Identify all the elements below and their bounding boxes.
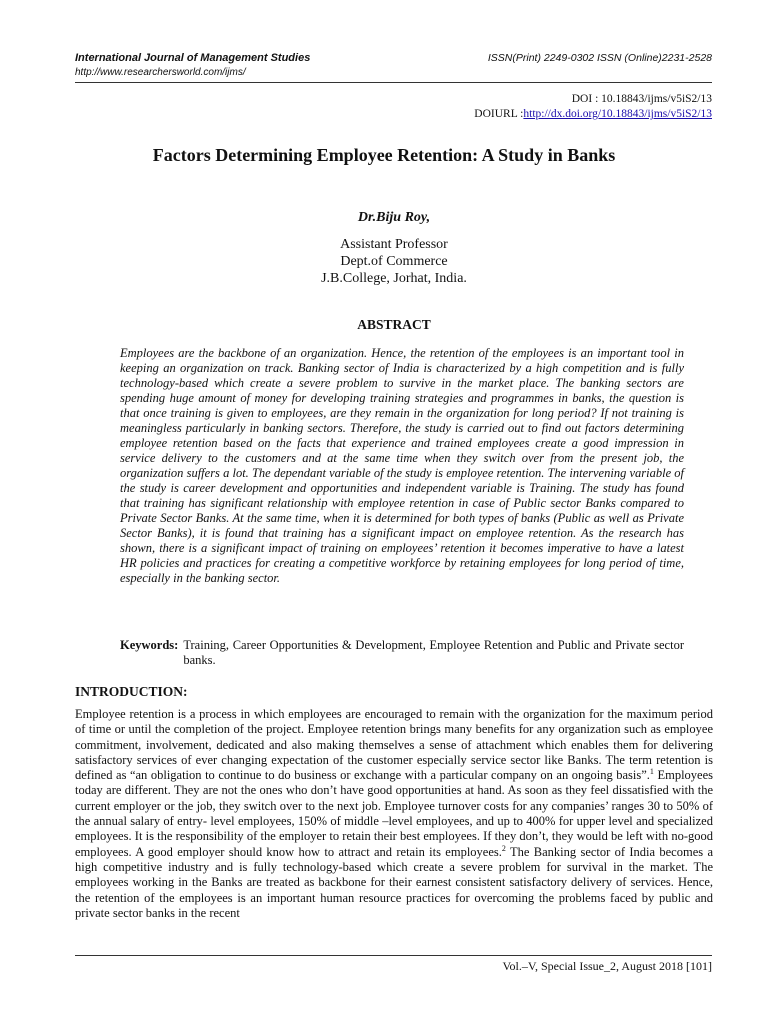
journal-url: http://www.researchersworld.com/ijms/ bbox=[75, 67, 246, 78]
footer-issue-page: Vol.–V, Special Issue_2, August 2018 [101] bbox=[502, 959, 712, 973]
author-block bbox=[0, 209, 768, 287]
author-institution: J.B.College, Jorhat, India. bbox=[321, 271, 467, 286]
abstract-text: Employees are the backbone of an organization. Hence, the retention of the employees is an important tool in keeping an organization on track. Banking sector of India is characterized by a high competition and is fully technology-based which create a severe problem to survive in the market place. The banking sectors are spending huge amount of money for developing training strategies and programmes in banks, the question is that once training is given to employees, are they remain in the organization for long period? If not training is meaningless particularly in banking sectors. Therefore, the study is carried out to find out factors determining employee retention based on the facts that experience and trained employees create a good impression in service delivery to the customers and at the same time when they switch over from the present job, the organization suffers a lot. The dependant variable of the study is employee retention. The intervening variable of the study is career development and opportunities and independent variable is Training. The study has found that training has significant relationship with employee retention in case of Public sector Banks compared to Private Sector Banks. At the same time, when it is determined for both types of banks (Public as well as Private Sector Banks), it is found that training has a significant impact on employee retention. As the research has shown, there is a significant impact of training on employees’ retention it becomes imperative to have a latest HR policies and practices for creating a competitive workforce by retaining employees for long period of time, especially in the banking sector. bbox=[120, 346, 684, 585]
footnote-ref-1: 1 bbox=[649, 767, 654, 777]
doi-text: DOI : 10.18843/ijms/v5iS2/13 bbox=[571, 93, 712, 105]
intro-text-part3: The Banking sector of India becomes a high competitive industry and is fully technology-based which create a severe problem for survival in the market. The employees working in the Banks are treated as backbone for their earnest consistent satisfactory delivery of services. Hence, the retention of the employees is an important human resource practices for overcoming the problems faced by public and private sector banks in the recent bbox=[75, 844, 713, 920]
keywords-value: Training, Career Opportunities & Development, Employee Retention and Public and Private sector banks. bbox=[183, 638, 684, 667]
author-position: Assistant Professor bbox=[340, 237, 448, 252]
footnote-ref-2: 2 bbox=[501, 843, 506, 853]
abstract-heading: ABSTRACT bbox=[357, 317, 431, 332]
header-divider bbox=[75, 82, 712, 83]
keywords-label: Keywords: bbox=[120, 638, 179, 652]
keywords bbox=[120, 638, 684, 668]
introduction-text bbox=[75, 707, 713, 939]
author-department: Dept.of Commerce bbox=[340, 254, 448, 269]
journal-issn: ISSN(Print) 2249-0302 ISSN (Online)2231-2528 bbox=[487, 52, 712, 64]
doiurl-label: DOIURL : bbox=[474, 108, 524, 120]
footer-divider bbox=[75, 955, 712, 956]
intro-text-part1: Employee retention is a process in which employees are encouraged to remain with the organization for the maximum period of time or until the completion of the project. Employee retention brings many benefits for any organization such as employee commitment, involvement, dedicated and also making themselves a sense of attachment which enables them for delivering satisfactory services of ever changing expectation of the customer especially service sector like Banks. The term retention is defined as “an obligation to continue to do business or exchange with a particular company on an ongoing basis”. bbox=[75, 707, 713, 783]
doiurl-link[interactable]: http://dx.doi.org/10.18843/ijms/v5iS2/13 bbox=[523, 108, 712, 120]
paper-title: Factors Determining Employee Retention: A Study in Banks bbox=[152, 145, 616, 165]
intro-text-part2: Employees today are different. They are not the ones who don’t have good opportunities at hand. As soon as they feel dissatisfied with the current employer or the job, they switch over to the next job. Employee turnover costs for any companies’ ranges 30 to 50% of the annual salary of entry- level employees, 150% of middle –level employees, and up to 400% for upper level and specialized employees. It is the responsibility of the employer to retain their best employees. If they don’t, they would be left with no-good employees. A good employer should know how to attract and retain its employees. bbox=[75, 768, 713, 859]
author-name: Dr.Biju Roy, bbox=[357, 210, 431, 225]
introduction-heading: INTRODUCTION: bbox=[75, 684, 188, 699]
doi-block bbox=[474, 92, 712, 122]
doiurl-line bbox=[474, 107, 712, 122]
journal-title: International Journal of Management Studies bbox=[75, 52, 311, 64]
